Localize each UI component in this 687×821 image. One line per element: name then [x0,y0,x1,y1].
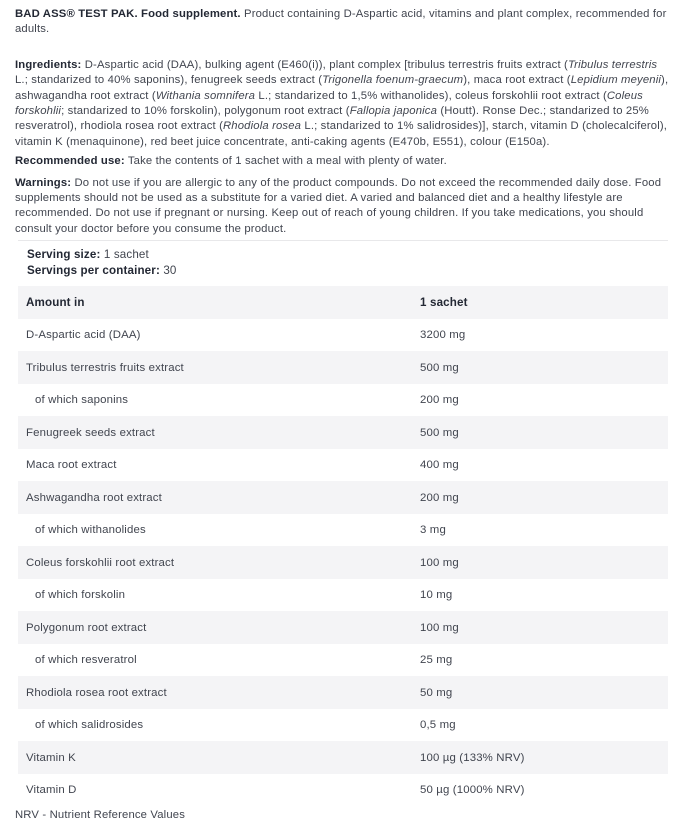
amount-in-header: Amount in [26,296,85,310]
text-segment: 30 [159,264,177,278]
ingredient-name: of which forskolin [35,589,126,602]
amount-value: 25 mg [420,654,453,667]
ingredient-name: Vitamin D [26,784,77,797]
amount-value: 50 mg [420,686,453,699]
ingredient-name: of which withanolides [35,524,146,537]
table-row [18,416,668,449]
serving-size-line [27,247,672,263]
amount-value: 400 mg [420,459,459,472]
text-segment: Coleus forskohlii [15,89,643,118]
text-segment: Recommended use: [15,155,125,168]
amount-value: 50 µg (1000% NRV) [420,784,525,797]
text-segment: Take the contents of 1 sachet with a meal with plenty of water. [124,155,447,168]
amount-value: 3 mg [420,524,446,537]
divider-line [18,240,668,241]
ingredient-name: of which saponins [35,394,129,407]
amount-value: 200 mg [420,491,459,504]
serving-info-block [27,247,672,279]
servings-per-container-line [27,263,672,279]
amount-value: 0,5 mg [420,719,456,732]
table-row [18,709,668,742]
ingredients-paragraph [15,58,672,150]
text-segment: 1 sachet [100,248,149,262]
table-row [18,546,668,579]
recommended-use-paragraph [15,154,672,169]
table-row [18,319,668,352]
text-segment: Do not use if you are allergic to any of the product compounds. Do not exceed the recommended daily dose. Food supplements should not be used as a substitute for a varied diet. A varied and balanced diet and a healthy lifestyle are recommended. Do not use if pregnant or nursing. Keep out of reach of young children. If you take medications, you should consult your doctor before you consume the product. [15,176,662,235]
table-row [18,741,668,774]
table-row [18,774,668,807]
nutrition-table [18,286,668,806]
amount-value: 3200 mg [420,329,466,342]
ingredient-name: Rhodiola rosea root extract [26,686,167,699]
table-row [18,611,668,644]
table-row [18,676,668,709]
table-body [18,319,668,807]
ingredient-name: D-Aspartic acid (DAA) [26,329,141,342]
amount-value: 500 mg [420,361,459,374]
text-segment: ), ashwagandha root extract ( [15,74,669,102]
ingredient-name: of which resveratrol [35,654,137,667]
table-row [18,384,668,417]
ingredient-name: Coleus forskohlii root extract [26,556,175,569]
ingredient-name: Fenugreek seeds extract [26,426,155,439]
text-segment: Ingredients: [15,58,82,71]
text-segment: BAD ASS® TEST PAK. Food supplement. [15,8,241,20]
amount-value: 500 mg [420,426,459,439]
ingredient-name: Tribulus terrestris fruits extract [26,361,184,374]
amount-value: 100 µg (133% NRV) [420,751,525,764]
text-segment: ), maca root extract ( [463,74,571,87]
text-segment: L.; standarized to 1% salidrosides)], starch, vitamin D (cholecalciferol), vitamin K (menaquinone), red beet juice concentrate, anti-caking agents (E470b, E551), colour (E150a). [15,120,668,148]
per-serving-header: 1 sachet [420,296,468,310]
product-title [15,7,672,38]
table-header-row [18,286,668,319]
nrv-footnote: NRV - Nutrient Reference Values [15,809,185,821]
text-segment: Servings per container: [27,264,160,278]
text-segment: Withania somnifera [155,89,256,102]
text-segment: Warnings: [15,176,72,189]
text-segment: D-Aspartic acid (DAA), bulking agent (E460(i)), plant complex [tribulus terrestris fruits extract ( [81,58,568,71]
table-row [18,514,668,547]
ingredient-name: Ashwagandha root extract [26,491,162,504]
amount-value: 100 mg [420,621,459,634]
table-row [18,449,668,482]
text-segment: Product containing D-Aspartic acid, vitamins and plant complex, recommended for adults. [15,8,667,36]
text-segment: Fallopia japonica [349,105,438,118]
ingredient-name: of which salidrosides [35,719,144,732]
table-row [18,579,668,612]
table-row [18,644,668,677]
text-segment: Serving size: [27,248,101,262]
amount-value: 10 mg [420,589,453,602]
warnings-paragraph [15,176,672,238]
text-segment: Tribulus terrestris [567,58,658,71]
table-row [18,351,668,384]
text-segment: Lepidium meyenii [570,74,662,87]
text-segment: ; standarized to 10% forskolin), polygonum root extract ( [61,105,350,118]
ingredient-name: Maca root extract [26,459,117,472]
text-segment: L.; standarized to 40% saponins), fenugreek seeds extract ( [15,74,323,87]
amount-value: 200 mg [420,394,459,407]
text-segment: Trigonella foenum-graecum [322,74,464,87]
text-segment: L.; standarized to 1,5% withanolides), coleus forskohlii root extract ( [255,89,607,102]
amount-value: 100 mg [420,556,459,569]
text-segment: Rhodiola rosea [223,120,302,133]
table-row [18,481,668,514]
text-segment: (Houtt). Ronse Dec.; standarized to 25% resveratrol), rhodiola rosea root extract ( [15,105,649,133]
ingredient-name: Polygonum root extract [26,621,147,634]
ingredient-name: Vitamin K [26,751,76,764]
